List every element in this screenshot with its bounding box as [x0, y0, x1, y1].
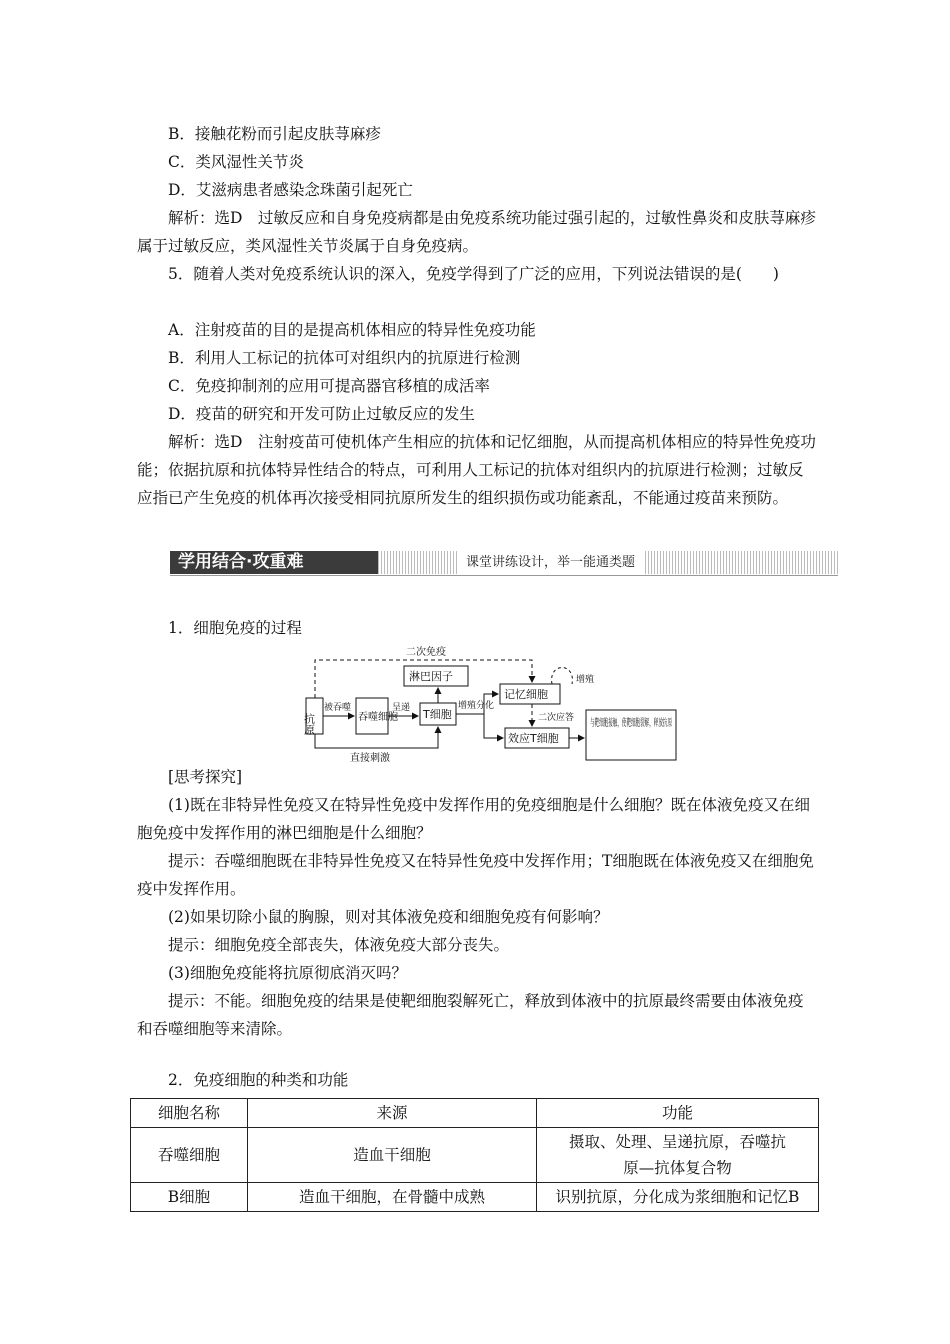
think-a3: 提示：不能。细胞免疫的结果是使靶细胞裂解死亡，释放到体液中的抗原最终需要由体液免疫和吞噬细胞等来清除。: [137, 992, 804, 1038]
diagram-result: 与靶细胞接触，使靶细胞裂解，释放抗原: [590, 718, 770, 729]
diagram-lymphokine: 淋巴因子: [409, 670, 453, 683]
option-c: C．类风湿性关节炎: [168, 153, 304, 171]
table-cell: 摄取、处理、呈递抗原，吞噬抗原—抗体复合物: [537, 1128, 819, 1183]
label-direct-stimulus: 直接刺激: [350, 753, 390, 764]
cell-immunity-diagram: [300, 640, 770, 765]
section-2-title: 2．免疫细胞的种类和功能: [168, 1071, 349, 1089]
analysis-5: 解析：选D 注射疫苗可使机体产生相应的抗体和记忆细胞，从而提高机体相应的特异性免疫功能；依据抗原和抗体特异性结合的特点，可利用人工标记的抗体对组织内的抗原进行检测；过敏反应指已产生免疫的机体再次接受相同抗原所发生的组织损伤或功能紊乱，不能通过疫苗来预防。: [137, 433, 816, 507]
label-loop-proliferate: 增殖: [576, 675, 595, 685]
question-5-option-b: B．利用人工标记的抗体可对组织内的抗原进行检测: [168, 349, 521, 367]
think-title: [思考探究]: [168, 768, 243, 786]
option-b: B．接触花粉而引起皮肤荨麻疹: [168, 125, 381, 143]
section-banner: [170, 549, 838, 576]
table-header: 功能: [537, 1099, 819, 1128]
option-d: D．艾滋病患者感染念珠菌引起死亡: [168, 181, 413, 199]
question-5-option-d: D．疫苗的研究和开发可防止过敏反应的发生: [168, 405, 475, 423]
label-secondary-immunity: 二次免疫: [406, 647, 446, 658]
label-engulf: 被吞噬: [324, 703, 352, 713]
table-cell: 吞噬细胞: [131, 1128, 248, 1183]
banner-subtitle: 课堂讲练设计，举一能通类题: [458, 551, 643, 574]
question-5-option-c: C．免疫抑制剂的应用可提高器官移植的成活率: [168, 377, 490, 395]
immune-cells-table: [130, 1098, 819, 1212]
table-cell: B细胞: [131, 1183, 248, 1212]
label-secondary-response: 二次应答: [538, 713, 575, 723]
table-row: [131, 1183, 819, 1212]
table-cell: 造血干细胞，在骨髓中成熟: [248, 1183, 537, 1212]
section-1-title: 1．细胞免疫的过程: [168, 619, 302, 637]
table-row: [131, 1128, 819, 1183]
analysis-4: 解析：选D 过敏反应和自身免疫病都是由免疫系统功能过强引起的，过敏性鼻炎和皮肤荨麻疹属于过敏反应，类风湿性关节炎属于自身免疫病。: [137, 209, 816, 255]
table-header-row: [131, 1099, 819, 1128]
table-header: 细胞名称: [131, 1099, 248, 1128]
diagram-tcell: T细胞: [423, 708, 452, 721]
diagram-phagocyte: 吞噬细胞: [358, 712, 398, 723]
banner-title: 学用结合·攻重难: [170, 551, 378, 574]
table-cell: 识别抗原，分化成为浆细胞和记忆B: [537, 1183, 819, 1212]
question-5-option-a: A．注射疫苗的目的是提高机体相应的特异性免疫功能: [168, 321, 536, 339]
think-q2: (2)如果切除小鼠的胸腺，则对其体液免疫和细胞免疫有何影响？: [168, 908, 609, 926]
diagram-antigen: 抗原: [302, 713, 316, 735]
label-present: 呈递: [392, 703, 411, 713]
think-q3: (3)细胞免疫能将抗原彻底消灭吗？: [168, 964, 407, 982]
diagram-effector-tcell: 效应T细胞: [508, 732, 559, 745]
label-proliferate: 增殖分化: [458, 701, 495, 711]
think-a1: 提示：吞噬细胞既在非特异性免疫又在特异性免疫中发挥作用；T细胞既在体液免疫又在细胞免疫中发挥作用。: [137, 852, 814, 898]
table-header: 来源: [248, 1099, 537, 1128]
diagram-memory-cell: 记忆细胞: [504, 688, 548, 701]
question-5: 5．随着人类对免疫系统认识的深入，免疫学得到了广泛的应用，下列说法错误的是( ): [168, 265, 779, 283]
table-cell: 造血干细胞: [248, 1128, 537, 1183]
banner-rule: [170, 575, 838, 576]
think-a2: 提示：细胞免疫全部丧失，体液免疫大部分丧失。: [168, 936, 510, 954]
think-q1: (1)既在非特异性免疫又在特异性免疫中发挥作用的免疫细胞是什么细胞？既在体液免疫又在细胞免疫中发挥作用的淋巴细胞是什么细胞？: [137, 796, 810, 842]
